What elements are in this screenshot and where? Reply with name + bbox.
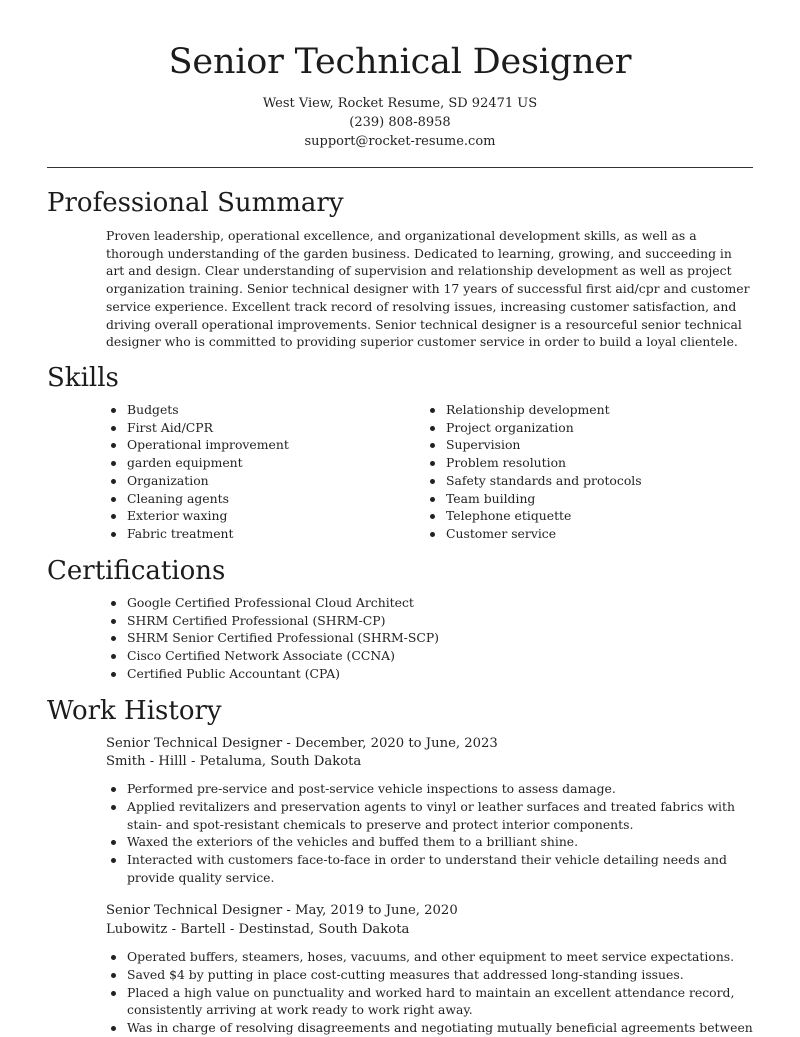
certifications-list xyxy=(106,594,746,683)
skill-item: Customer service xyxy=(425,525,745,543)
skill-item: Fabric treatment xyxy=(106,525,406,543)
job-title: Senior Technical Designer xyxy=(106,903,283,918)
job-bullet: Saved $4 by putting in place cost-cutting measures that addressed long-standing issues. xyxy=(106,966,754,984)
skill-item: Budgets xyxy=(106,401,406,419)
skill-item: Cleaning agents xyxy=(106,490,406,508)
job-company-line xyxy=(106,921,409,939)
job-title: Senior Technical Designer xyxy=(106,736,283,751)
header-divider xyxy=(47,167,753,168)
skills-heading: Skills xyxy=(47,363,119,393)
skill-item: Project organization xyxy=(425,419,745,437)
job-title-line xyxy=(106,735,498,753)
job-company-line xyxy=(106,753,361,771)
certification-item: SHRM Certified Professional (SHRM-CP) xyxy=(106,612,746,630)
summary-heading: Professional Summary xyxy=(47,188,344,218)
skills-list-left xyxy=(106,401,406,543)
job-dates: - December, 2020 to June, 2023 xyxy=(282,736,498,751)
skill-item: Relationship development xyxy=(425,401,745,419)
skill-item: Supervision xyxy=(425,436,745,454)
job-bullet: Applied revitalizers and preservation agents to vinyl or leather surfaces and treated fabrics with stain- and spot-resistant chemicals to preserve and protect interior components. xyxy=(106,798,754,834)
certification-item: Certified Public Accountant (CPA) xyxy=(106,665,746,683)
certification-item: Google Certified Professional Cloud Architect xyxy=(106,594,746,612)
contact-block xyxy=(0,94,800,151)
job-bullet: Interacted with customers face-to-face in order to understand their vehicle detailing needs and provide quality service. xyxy=(106,851,754,887)
contact-email: support@rocket-resume.com xyxy=(304,134,496,149)
work-history-heading: Work History xyxy=(47,696,222,726)
skill-item: Team building xyxy=(425,490,745,508)
skill-item: Problem resolution xyxy=(425,454,745,472)
job-location: - Petaluma, South Dakota xyxy=(186,754,362,769)
job-bullet: Waxed the exteriors of the vehicles and buffed them to a brilliant shine. xyxy=(106,833,754,851)
job-title-line xyxy=(106,902,458,920)
contact-address: West View, Rocket Resume, SD 92471 US xyxy=(262,96,538,111)
certification-item: Cisco Certified Network Associate (CCNA) xyxy=(106,647,746,665)
job-bullet: Placed a high value on punctuality and worked hard to maintain an excellent attendance record, consistently arriving at work ready to work right away. xyxy=(106,984,754,1020)
job-bullet: Was in charge of resolving disagreements and negotiating mutually beneficial agreements between xyxy=(106,1019,754,1037)
contact-phone: (239) 808-8958 xyxy=(349,115,451,130)
skill-item: Telephone etiquette xyxy=(425,507,745,525)
resume-name: Senior Technical Designer xyxy=(168,42,632,82)
summary-text: Proven leadership, operational excellence, and organizational development skills, as well as a thorough understanding of the garden business. Dedicated to learning, growing, and succeeding in art and design. Clear understanding of supervision and relationship development as well as project organization training. Senior technical designer with 17 years of successful first aid/cpr and customer service experience. Excellent track record of resolving issues, increasing customer satisfaction, and driving overall operational improvements. Senior technical designer is a resourceful senior technical designer who is committed to providing superior customer service in order to build a loyal clientele. xyxy=(106,228,750,350)
skill-item: First Aid/CPR xyxy=(106,419,406,437)
job-company: Smith - Hilll xyxy=(106,754,187,769)
job-dates: - May, 2019 to June, 2020 xyxy=(282,903,458,918)
job-bullets xyxy=(106,948,754,1037)
job-bullet: Operated buffers, steamers, hoses, vacuums, and other equipment to meet service expectations. xyxy=(106,948,754,966)
certifications-heading: Certifications xyxy=(47,556,226,586)
skill-item: garden equipment xyxy=(106,454,406,472)
skill-item: Safety standards and protocols xyxy=(425,472,745,490)
job-bullets xyxy=(106,780,754,887)
job-company: Lubowitz - Bartell xyxy=(106,922,226,937)
skill-item: Organization xyxy=(106,472,406,490)
job-bullet: Performed pre-service and post-service vehicle inspections to assess damage. xyxy=(106,780,754,798)
skills-list-right xyxy=(425,401,745,543)
skill-item: Operational improvement xyxy=(106,436,406,454)
job-location: - Destinstad, South Dakota xyxy=(225,922,410,937)
skill-item: Exterior waxing xyxy=(106,507,406,525)
certification-item: SHRM Senior Certified Professional (SHRM-SCP) xyxy=(106,629,746,647)
